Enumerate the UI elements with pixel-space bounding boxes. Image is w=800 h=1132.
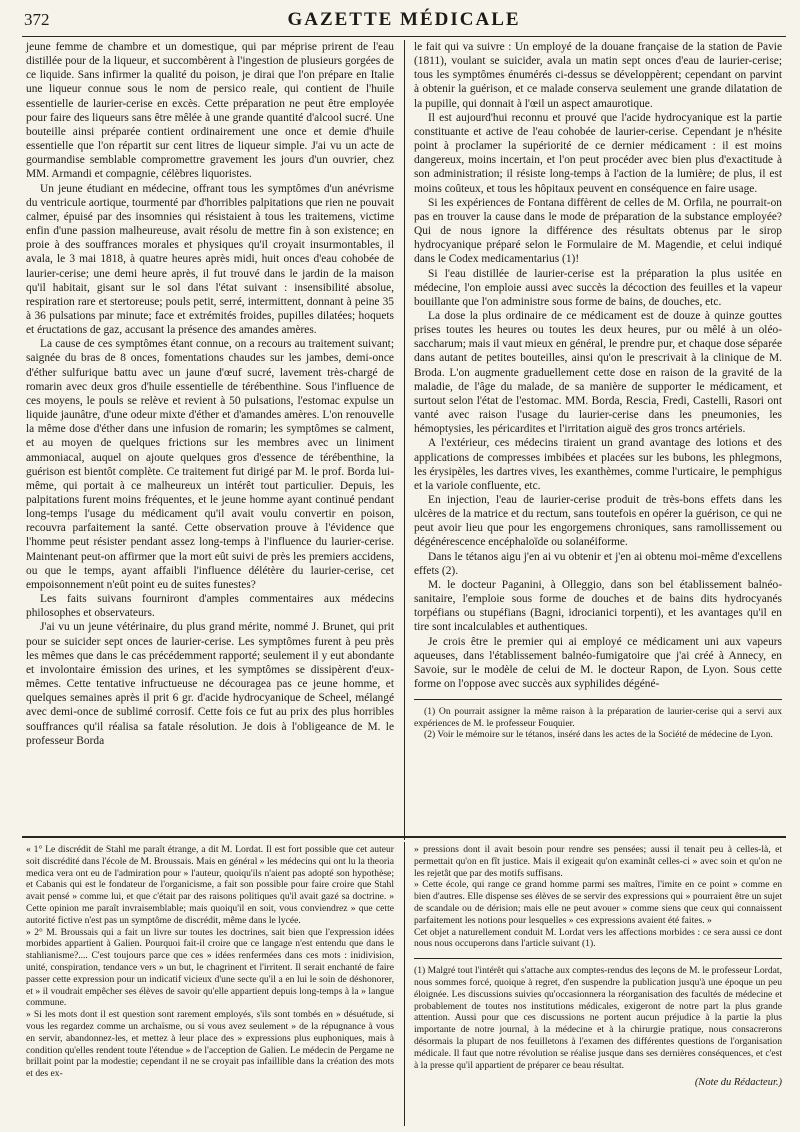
feuilleton-left [26,844,394,1080]
paragraph: Cet objet a naturellement conduit M. Lordat vers les affections morbides : ce sera aussi ce dont nous nous occuperons dans l'article suivant (1). [414,926,782,950]
paragraph: « 1° Le discrédit de Stahl me paraît étrange, a dit M. Lordat. Il est fort possible que cet auteur soit discrédité dans l'école de M. Broussais. Mais en général » les médecins qui ont lu la theoria medica vera ont eu de l'admiration pour » l'auteur, quoiqu'ils n'aient pas adopté son hypothèse; et Cabanis qui est le fondateur de l'organicisme, a fait son possible pour faire croire que Stahl avait pensé » comme lui, et que c'était par des raisons politiques qu'il avait gazé sa doctrine. » Cette opinion me paraît invraisemblable; mais quoiqu'il en soit, vous conviendrez » que cette autorité fictive n'est pas un symptôme de discrédit, même dans le lycée. [26,844,394,926]
paragraph: Je crois être le premier qui ai employé ce médicament uni aux vapeurs aqueuses, dans l'établissement balnéo-fumigatoire que j'ai créé à Annecy, en Savoie, sur le modèle de celui de M. le docteur Rapon, de Lyon. Sous cette forme on l'oppose avec succès aux syphilides dégéné- [414,635,782,691]
paragraph: » pressions dont il avait besoin pour rendre ses pensées; aussi il tenait peu à celles-là, et permettait qu'on en fît justice. Mais il exigeait qu'on examinât celles-ci » avec soin et qu'on ne les rejetât que par des motifs suffisans. [414,844,782,879]
footnote: (2) Voir le mémoire sur le tétanos, inséré dans les actes de la Société de médecine de Lyon. [424,729,773,741]
column-divider [404,40,405,840]
editor-note-text: (1) Malgré tout l'intérêt qui s'attache aux comptes-rendus des leçons de M. le professeur Lordat, nous sommes forcé, quoique à regret, d'en suspendre la publication jusqu'à une époque un peu éloignée. Les discussions suivies qu'occasionnera la réorganisation des facultés de médecine et probablement de toutes nos institutions médicales, exigeront de notre part la plus grande attention. Aussi pour que ces discussions ne portent aucun préjudice à la partie la plus importante de notre journal, à la médecine et à la chirurgie pratique, nous consacrerons désormais la plupart de nos feuilletons à l'examen des différentes questions de l'organisation médicale. Il faut que notre révolution se réalise jusque dans ses dernières conséquences, et c'est à la presse qu'il appartient de préparer ce beau résultat. [414,965,782,1071]
paragraph: La cause de ces symptômes étant connue, on a recours au traitement suivant; saignée du bras de 8 onces, fomentations chaudes sur les jambes, demi-once d'éther sulfurique battu avec un jaune d'œuf sucré, lavement très-chargé de romarin avec deux gros d'huile essentielle de térébenthine. Sous l'influence de ces moyens, le pouls se relève et revient à 50 pulsations, l'estomac expulse un liquide jaunâtre, d'une odeur mixte d'éther et d'amandes amères. L'on renouvelle la même dose d'éther dans une infusion de romarin; les symptômes se calment, et au moyen de quelques frictions sur les membres avec un liniment ammoniacal, auquel on ajoute quelques gros d'essence de térébenthine, la guérison est bientôt complète. Ce traitement fut dirigé par M. le prof. Borda lui-même, qui portait à ce malheureux un intérêt tout particulier. Depuis, les palpitations furent moins fréquentes, et le jeune homme ayant continué pendant long-temps l'usage du médicament qu'il avait voulu convertir en poison, recouvra parfaitement la santé. Cette observation prouve à l'évidence que l'homme peut résister pendant assez long-temps à l'influence du laurier-cerise. Maintenant peut-on affirmer que la mort eût suivi de près les premiers accidens, ou que le temps, ayant affaibli l'influence délétère du laurier-cerise, cet empoisonnement n'eût point eu de suites funestes? [26,338,394,591]
footnotes [414,699,782,741]
editor-note [414,958,782,1089]
paragraph: Il est aujourd'hui reconnu et prouvé que l'acide hydrocyanique est la partie constituante et active de l'eau cohobée de laurier-cerise. Cependant je n'hésite point à proclamer la supériorité de ce dernier médicament : il est moins dangereux, moins incertain, et l'on peut procéder avec bien plus d'exactitude à son administration; il résiste long-temps à l'action de la lumière; de plus, il est moins coûteux, et tous les hôpitaux peuvent en conséquence en faire usage. [414,111,782,195]
page-header [22,6,786,37]
paragraph: J'ai vu un jeune vétérinaire, du plus grand mérite, nommé J. Brunet, qui prit pour se suicider sept onces de laurier-cerise. Les symptômes furent à peu près les mêmes que dans le cas précédemment rapporté; seulement il y eut abondante et involontaire émission des urines, et les symptômes se dissipèrent d'eux-mêmes. Cette tentative infructueuse ne découragea pas ce jeune homme, et quelques semaines après il prit 6 gr. d'acide hydrocyanique de Scheel, mélangé avec demi-once de sublimé corrosif. Cette fois ce fut au prix des plus horribles souffrances qu'il réalisa sa fatale résolution. Je dois à l'obligeance de M. le professeur Borda [26,621,394,747]
paragraph: » Si les mots dont il est question sont rarement employés, s'ils sont tombés en » désuétude, si vous les regardez comme un archaïsme, ou si vous avez seulement » de la répugnance à vous en servir, abandonnez-les, et mettez à leur place des » expressions plus euphoniques, mais à condition qu'elles rendent toute l'étendue » de l'acception de Galien. Le médecin de Pergame ne brillait point par la modestie; cependant il ne se croyait pas infaillible dans la création des mots et des ex- [26,1009,394,1080]
page-number: 372 [24,10,50,29]
left-column [26,40,394,748]
paragraph: Un jeune étudiant en médecine, offrant tous les symptômes d'un anévrisme du ventricule aortique, tourmenté par d'horribles palpitations que rien ne pouvait calmer, épuisé par des insomnies qui résistaient à tous les traitemens, victime enfin d'une passion malheureuse, avait résolu de mettre fin à son existence; en proie à des souffrances morales et physiques qu'il croyait insurmontables, il avala, le 3 mai 1818, à quatre heures après midi, huit onces d'eau cohobée de laurier-cerise; une demi heure après, il fut trouvé dans le jardin de la maison qu'il habitait, gisant sur le sol dans l'état suivant : insensibilité absolue, respiration rare et stertoreuse; pouls petit, serré, intermittent, donnant à peine 35 à 36 pulsations par minute; face et extrémités froides, pupilles dilatées; hoquets et éructations de gaz, accusant la présence des amandes amères. [26,182,394,337]
paragraph: le fait qui va suivre : Un employé de la douane française de la station de Pavie (1811), voulant se suicider, avala un matin sept onces d'eau de laurier-cerise; tous les symptômes énumérés ci-dessus se développèrent; cependant on parvint à obtenir la guérison, et ce malade conserva seulement une grande dilatation de la pupille, qui donnait à l'œil un aspect amaurotique. [414,41,782,110]
feuilleton-right [414,844,782,1089]
footnote: (1) On pourrait assigner la même raison à la préparation de laurier-cerise qui a servi aux expériences de M. le professeur Fouquier. [414,706,782,729]
paragraph: Si les expériences de Fontana diffèrent de celles de M. Orfila, ne pourrait-on pas en trouver la cause dans le mode de préparation de la substance employée? Qui de nous ignore la différence des résultats obtenus par le sirop hydrocyanique préparé selon le Formulaire de M. Magendie, et celui indiqué dans le Codex medicamentarius (1)! [414,196,782,266]
feuilleton-rule [22,836,786,838]
paragraph: Si l'eau distillée de laurier-cerise est la préparation la plus usitée en médecine, l'on emploie aussi avec succès la décoction des feuilles et la vapeur bouillante que l'on administre sous forme de bains, de douches, etc. [414,267,782,308]
paragraph: Les faits suivans fourniront d'amples commentaires aux médecins philosophes et observateurs. [26,593,394,620]
editor-signature: (Note du Rédacteur.) [694,1077,782,1089]
bottom-column-divider [404,842,405,1126]
paragraph: Dans le tétanos aigu j'en ai vu obtenir et j'en ai obtenu moi-même d'excellens effets (2). [414,550,782,577]
newspaper-page [22,6,786,1126]
paragraph: A l'extérieur, ces médecins tiraient un grand avantage des lotions et des applications de compresses imbibées et placées sur les bubons, les phlegmons, les érysipèles, les dartres vives, les exanthèmes, comme l'urticaire, le pemphigus et la variole confluente, etc. [414,437,782,492]
page-title: GAZETTE MÉDICALE [287,9,521,30]
paragraph: jeune femme de chambre et un domestique, qui par méprise prirent de l'eau distillée pour de la liqueur, et succombèrent à l'ingestion de plusieurs gorgées de ce liquide. Sans infirmer la qualité du poison, je dirai que l'on prépare en Italie une liqueur connue sous le nom de persico reale, qui contient de l'huile essentielle de laurier-cerise en excès. Cette préparation ne peut être employée pour faire des liqueurs sans être mêlée à une grande quantité d'alcool sucré. Une bouteille ainsi préparée contient ordinairement une once et demie d'huile essentielle que l'on répartit sur cent litres de liqueur simple. J'ai vu un acte de gourmandise semblable compromettre gravement les jours d'un ouvrier, chez MM. Armandi et compagnie, célèbres liquoristes. [26,41,394,181]
footnote-rule [414,699,782,700]
paragraph: La dose la plus ordinaire de ce médicament est de douze à quinze gouttes prises toutes les heures ou toutes les deux heures, pur ou mêlé à un oléo-saccharum; mais il vaut mieux en général, le prendre pur, et chaque dose séparée dans autant de petites bouteilles, ainsi qu'on le prescrivait à la clinique de M. Broda. L'on augmente graduellement cette dose en raison de la gravité de la maladie, de l'âge du malade, de sa manière de supporter le médicament, et surtout selon l'état de l'estomac. MM. Borda, Rescia, Fredi, Castelli, Rasori ont vanté avec raison l'usage du laurier-cerise dans les pneumonies, les hémoptysies, les péricardites et l'irritation aiguë des gros troncs artériels. [414,309,782,436]
right-column [414,40,782,741]
paragraph: » 2° M. Broussais qui a fait un livre sur toutes les doctrines, sait bien que l'expression idées morbides appartient à Galien. Pourquoi fait-il croire que ce langage n'est entendu que dans le stahlianisme?.... C'est toujours parce que ces » idées renfermées dans ces mots : inidivision, unité, conspiration, tendance vers » un but, le chagrinent et l'irritent. Il serait enchanté de faire passer cette expression pour un indicatif vicieux d'une secte qu'il a en lui le soin de déshonorer, et » il voudrait empêcher ses élèves de savoir qu'elle appartient depuis long-temps à la » langue commune. [26,926,394,1009]
paragraph: En injection, l'eau de laurier-cerise produit de très-bons effets dans les ulcères de la matrice et du rectum, sans toutefois en opérer la guérison, ce qui ne peut avoir lieu que pour les engorgemens chroniques, sans ramollissement ou dégénérescence encéphaloïde ou solanéiforme. [414,494,782,549]
paragraph: M. le docteur Paganini, à Olleggio, dans son bel établissement balnéo-sanitaire, l'emploie sous forme de douches et de bains dits hydrocyanés torpéfians ou stupéfians (Bagni, idrocianici torpenti), et les avantages qu'il en tire sont incalculables et authentiques. [414,578,782,634]
paragraph: » Cette école, qui range ce grand homme parmi ses maîtres, l'imite en ce point » comme en bien d'autres. Elle dispense ses élèves de se servir des expressions qui » pourraient être un sujet de scandale ou de dérision; mais elle ne peut avouer » comme siens que ceux qui connaissent parfaitement les notions pour lesquelles » ces expressions avaient été faites. » [414,879,782,926]
